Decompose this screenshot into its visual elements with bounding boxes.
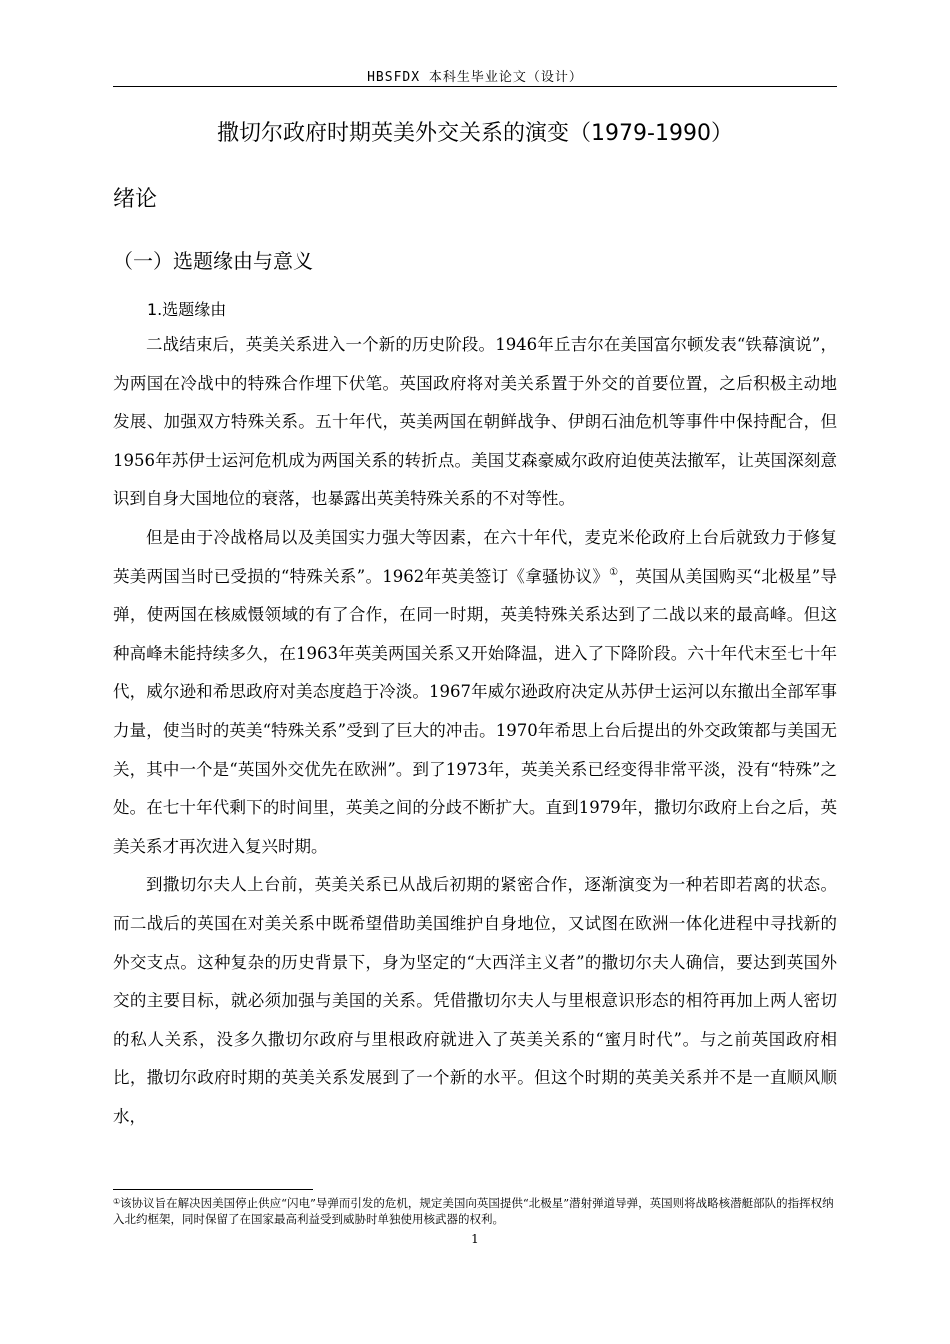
body-text bbox=[113, 326, 837, 1136]
subsection-heading: （一）选题缘由与意义 bbox=[113, 249, 313, 273]
subsubsection-heading: 1.选题缘由 bbox=[147, 300, 227, 319]
running-header: HBSFDX 本科生毕业论文（设计） bbox=[367, 70, 583, 85]
paper-title: 撒切尔政府时期英美外交关系的演变（1979-1990） bbox=[217, 121, 733, 146]
paragraph-text: 但是由于冷战格局以及美国实力强大等因素，在六十年代，麦克米伦政府上台后就致力于修复英美两国当时已受损的“特殊关系”。1962年英美签订《拿骚协议》 bbox=[113, 527, 837, 586]
section-heading: 绪论 bbox=[113, 187, 158, 212]
footnote-marker: ① bbox=[113, 1197, 121, 1206]
header-rule bbox=[113, 86, 837, 87]
paragraph: 到撒切尔夫人上台前，英美关系已从战后初期的紧密合作，逐渐演变为一种若即若离的状态。而二战后的英国在对美关系中既希望借助美国维护自身地位，又试图在欧洲一体化进程中寻找新的外交支点。这种复杂的历史背景下，身为坚定的“大西洋主义者”的撒切尔夫人确信，要达到英国外交的主要目标，就必须加强与美国的关系。凭借撒切尔夫人与里根意识形态的相符再加上两人密切的私人关系，没多久撒切尔政府与里根政府就进入了英美关系的“蜜月时代”。与之前英国政府相比，撒切尔政府时期的英美关系发展到了一个新的水平。但这个时期的英美关系并不是一直顺风顺水， bbox=[113, 875, 837, 1126]
paragraph bbox=[113, 519, 837, 866]
paragraph-text: ，英国从美国购买“北极星”导弹，使两国在核威慑领域的有了合作，在同一时期，英美特殊关系达到了二战以来的最高峰。但这种高峰未能持续多久，在1963年英美两国关系又开始降温，进入了下降阶段。六十年代末至七十年代，威尔逊和希思政府对美态度趋于冷淡。1967年威尔逊政府决定从苏伊士运河以东撤出全部军事力量，使当时的英美“特殊关系”受到了巨大的冲击。1970年希思上台后提出的外交政策都与美国无关，其中一个是“英国外交优先在欧洲”。到了1973年，英美关系已经变得非常平淡，没有“特殊”之处。在七十年代剩下的时间里，英美之间的分歧不断扩大。直到1979年，撒切尔政府上台之后，英美关系才再次进入复兴时期。 bbox=[113, 566, 838, 856]
footnote-separator bbox=[113, 1189, 313, 1190]
paragraph: 二战结束后，英美关系进入一个新的历史阶段。1946年丘吉尔在美国富尔顿发表“铁幕演说”，为两国在冷战中的特殊合作埋下伏笔。英国政府将对美关系置于外交的首要位置，之后积极主动地发展、加强双方特殊关系。五十年代，英美两国在朝鲜战争、伊朗石油危机等事件中保持配合，但1956年苏伊士运河危机成为两国关系的转折点。美国艾森豪威尔政府迫使英法撤军，让英国深刻意识到自身大国地位的衰落，也暴露出英美特殊关系的不对等性。 bbox=[113, 335, 837, 509]
footnote bbox=[113, 1195, 837, 1227]
footnote-reference[interactable]: ① bbox=[609, 566, 619, 578]
page-number: 1 bbox=[471, 1232, 479, 1246]
footnote-text: 该协议旨在解决因美国停止供应“闪电”导弹而引发的危机，规定美国向英国提供“北极星”潜射弹道导弹，英国则将战略核潜艇部队的指挥权纳入北约框架，同时保留了在国家最高利益受到威胁时单独使用核武器的权利。 bbox=[113, 1196, 834, 1226]
